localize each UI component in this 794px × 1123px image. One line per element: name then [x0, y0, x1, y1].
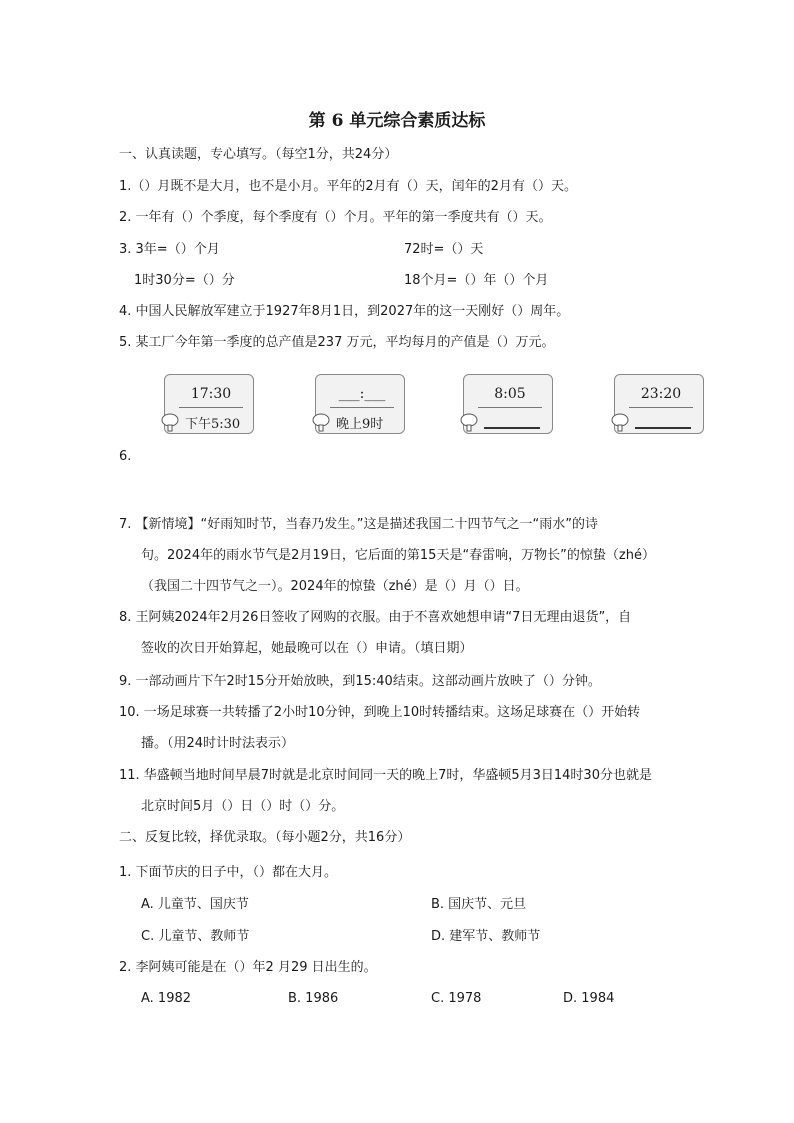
mc-question-2: 2. 李阿姨可能是在（）年2 月29 日出生的。	[119, 960, 377, 975]
question-5: 5. 某工厂今年第一季度的总产值是237 万元，平均每月的产值是（）万元。	[119, 335, 555, 350]
question-3b: 72时=（）天	[404, 242, 484, 257]
clock-card-2	[315, 374, 405, 434]
clock-time: 8:05	[478, 381, 542, 408]
option-2a[interactable]: A. 1982	[141, 991, 192, 1006]
section2-heading: 二、反复比较，择优录取。（每小题2分，共16分）	[119, 830, 411, 845]
question-10-line-2: 播。（用24时计时法表示）	[141, 736, 295, 751]
option-1d[interactable]: D. 建军节、教师节	[431, 929, 541, 944]
question-6: 6.	[119, 449, 132, 464]
question-3a: 3. 3年=（）个月	[119, 242, 220, 257]
question-10-line-1: 10. 一场足球赛一共转播了2小时10分钟，到晚上10时转播结束。这场足球赛在（）开始转	[119, 705, 641, 720]
question-4: 4. 中国人民解放军建立于1927年8月1日，到2027年的这一天刚好（）周年。	[119, 304, 570, 319]
question-1: 1.（）月既不是大月，也不是小月。平年的2月有（）天，闰年的2月有（）天。	[119, 179, 577, 194]
clock-card-4	[614, 374, 704, 434]
section1-heading: 一、认真读题，专心填写。（每空1分，共24分）	[119, 147, 398, 162]
clock-time: 23:20	[629, 381, 693, 408]
question-7-line-2: 句。2024年的雨水节气是2月19日，它后面的第15天是“春雷响，万物长”的惊蛰（zhé）	[141, 548, 655, 563]
option-1a[interactable]: A. 儿童节、国庆节	[141, 897, 249, 912]
answer-blank[interactable]	[635, 427, 691, 429]
question-2: 2. 一年有（）个季度，每个季度有（）个月。平年的第一季度共有（）天。	[119, 210, 552, 225]
option-1b[interactable]: B. 国庆节、元旦	[431, 897, 527, 912]
tree-icon	[609, 411, 631, 433]
answer-blank[interactable]	[484, 427, 540, 429]
question-8-line-1: 8. 王阿姨2024年2月26日签收了网购的衣服。由于不喜欢她想申请“7日无理由退货”，自	[119, 610, 632, 625]
option-2d[interactable]: D. 1984	[563, 991, 615, 1006]
question-3d: 18个月=（）年（）个月	[404, 273, 549, 288]
clock-card-1	[164, 374, 254, 434]
tree-icon	[458, 411, 480, 433]
clock-card-3	[463, 374, 553, 434]
page-title: 第 6 单元综合素质达标	[308, 111, 486, 131]
clock-time: 17:30	[179, 381, 243, 408]
question-3c: 1时30分=（）分	[134, 273, 235, 288]
mc-question-1: 1. 下面节庆的日子中，（）都在大月。	[119, 865, 338, 880]
clock-time: ___:___	[330, 381, 394, 408]
option-2c[interactable]: C. 1978	[431, 991, 482, 1006]
option-2b[interactable]: B. 1986	[288, 991, 339, 1006]
clock-label: 晚上9时	[336, 417, 384, 432]
question-7-line-3: （我国二十四节气之一）。2024年的惊蛰（zhé）是（）月（）日。	[141, 579, 529, 594]
clock-label: 下午5:30	[185, 417, 241, 432]
question-11-line-2: 北京时间5月（）日（）时（）分。	[141, 799, 345, 814]
tree-icon	[159, 411, 181, 433]
question-11-line-1: 11. 华盛顿当地时间早晨7时就是北京时间同一天的晚上7时，华盛顿5月3日14时30分也就是	[119, 768, 652, 783]
question-9: 9. 一部动画片下午2时15分开始放映，到15:40结束。这部动画片放映了（）分钟。	[119, 674, 601, 689]
question-8-line-2: 签收的次日开始算起，她最晚可以在（）申请。（填日期）	[141, 641, 473, 656]
option-1c[interactable]: C. 儿童节、教师节	[141, 929, 250, 944]
tree-icon	[310, 411, 332, 433]
question-7-line-1: 7. 【新情境】“好雨知时节，当春乃发生。”这是描述我国二十四节气之一“雨水”的诗	[119, 517, 598, 532]
